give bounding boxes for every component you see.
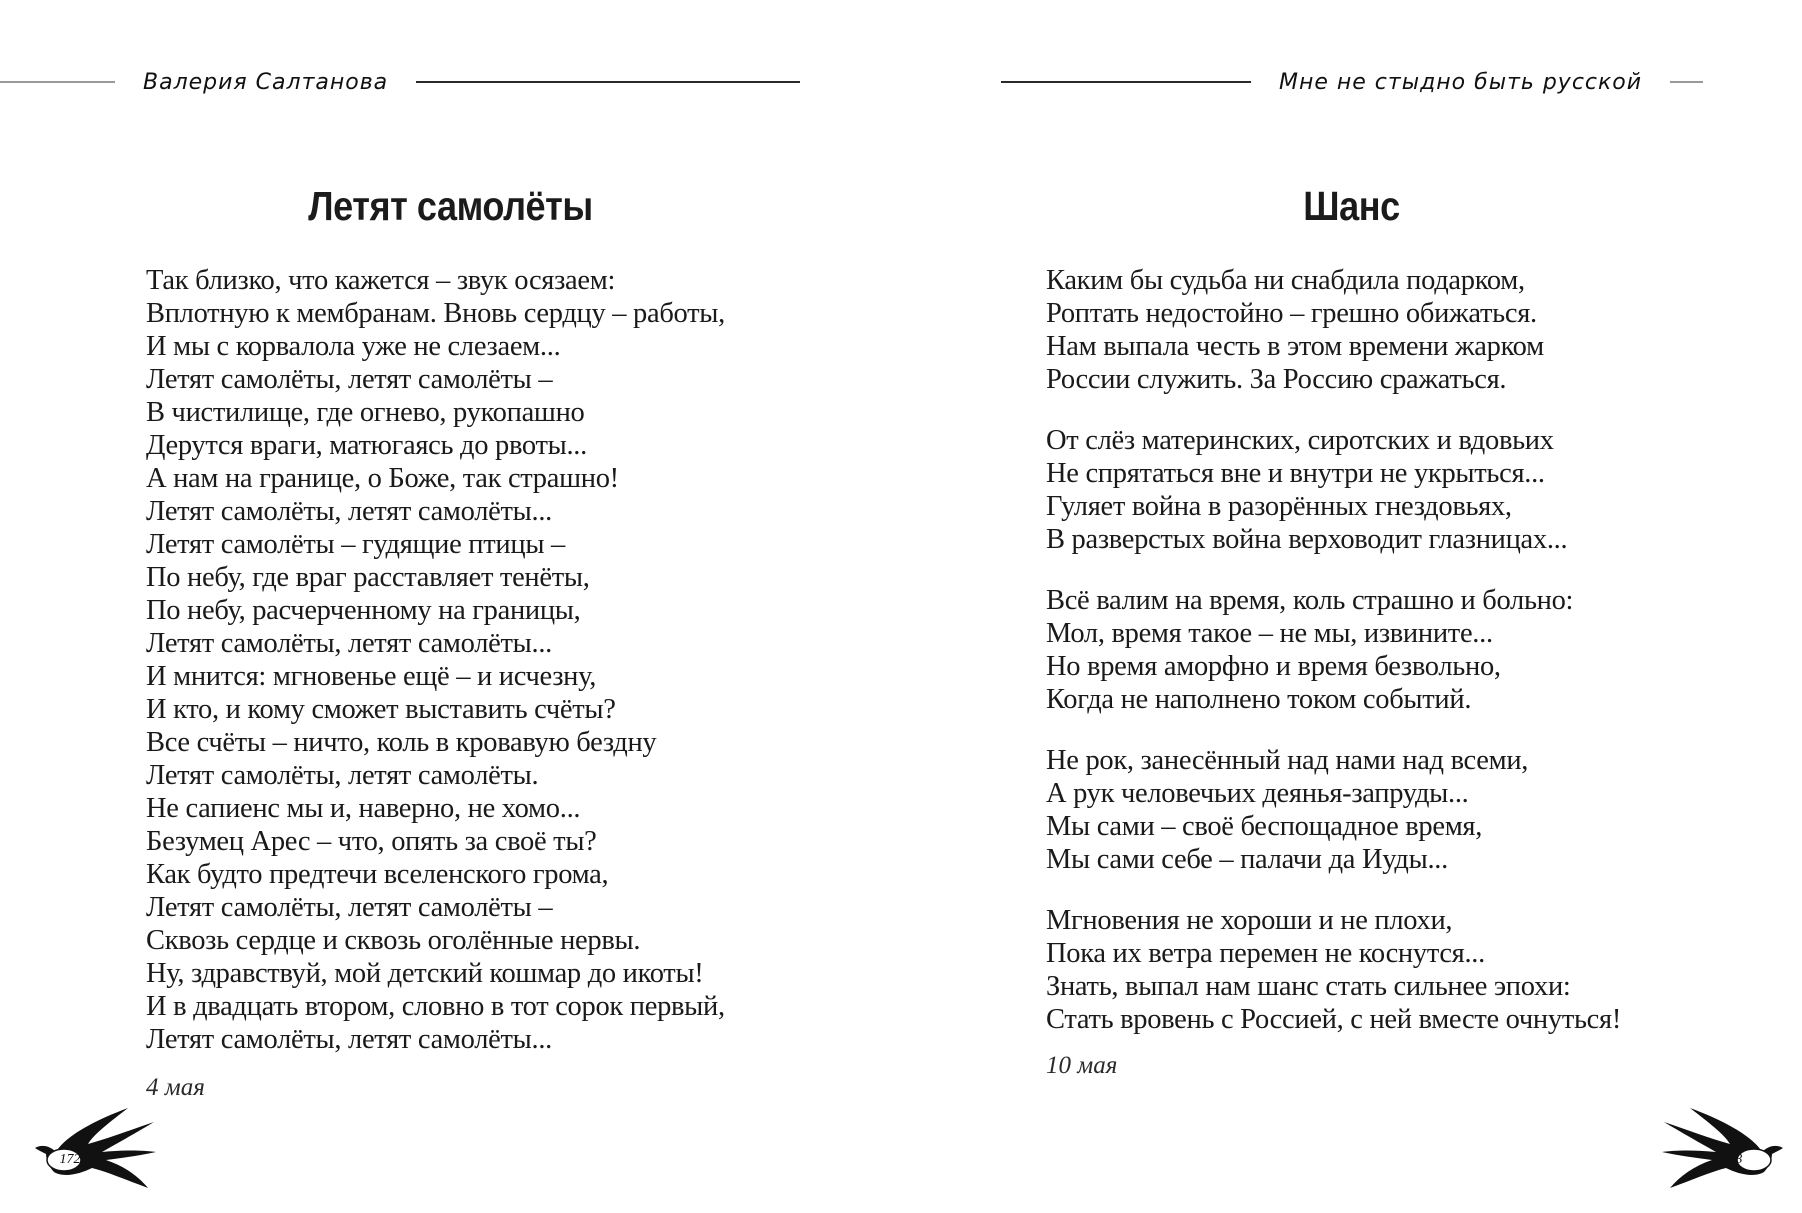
stanza xyxy=(146,264,725,1056)
poem-line: От слёз материнских, сиротских и вдовьих xyxy=(1046,425,1554,456)
poem-line: Летят самолёты, летят самолёты... xyxy=(146,1024,552,1055)
poem-line: И в двадцать втором, словно в тот сорок первый, xyxy=(146,991,725,1022)
running-head-left xyxy=(0,62,800,102)
stanza xyxy=(1046,264,1621,396)
poem-line: Безумец Арес – что, опять за своё ты? xyxy=(146,826,597,857)
poem-line: Мгновения не хороши и не плохи, xyxy=(1046,905,1453,936)
poem-line: Мы сами себе – палачи да Иуды... xyxy=(1046,844,1448,875)
poem-line: А нам на границе, о Боже, так страшно! xyxy=(146,463,619,494)
poem-line: Пока их ветра перемен не коснутся... xyxy=(1046,938,1485,969)
poem-line: России служить. За Россию сражаться. xyxy=(1046,364,1507,395)
stanza xyxy=(1046,584,1621,716)
header-rule-left-inner xyxy=(416,81,800,83)
poem-title: Шанс xyxy=(1303,183,1400,229)
poem-line: По небу, расчерченному на границы, xyxy=(146,595,581,626)
poem-line: И кто, и кому сможет выставить счёты? xyxy=(146,694,616,725)
right-page xyxy=(901,0,1802,1213)
poem-line: Дерутся враги, матюгаясь до рвоты... xyxy=(146,430,587,461)
poem-line: Роптать недостойно – грешно обижаться. xyxy=(1046,298,1537,329)
running-head-right xyxy=(1001,62,1703,102)
page-number: 173 xyxy=(1721,1152,1743,1167)
poem-line: Летят самолёты, летят самолёты – xyxy=(146,364,553,395)
poem-line: Гуляет война в разорённых гнездовьях, xyxy=(1046,491,1512,522)
poem-line: Стать вровень с Россией, с ней вместе очнуться! xyxy=(1046,1004,1622,1035)
poem-line: Летят самолёты, летят самолёты – xyxy=(146,892,553,923)
poem-line: Знать, выпал нам шанс стать сильнее эпохи: xyxy=(1046,971,1571,1002)
running-head-author: Валерия Салтанова xyxy=(143,69,389,95)
poem-line: Не спрятаться вне и внутри не укрыться... xyxy=(1046,458,1545,489)
poem-line: Мы сами – своё беспощадное время, xyxy=(1046,811,1483,842)
poem-line: А рук человечьих деянья-запруды... xyxy=(1046,778,1469,809)
poem-body xyxy=(1046,264,1621,1064)
running-head-book-title: Мне не стыдно быть русской xyxy=(1279,69,1643,95)
poem-line: Не рок, занесённый над нами над всеми, xyxy=(1046,745,1529,776)
poem-line: Всё валим на время, коль страшно и больно: xyxy=(1046,585,1574,616)
poem-line: Летят самолёты, летят самолёты. xyxy=(146,760,539,791)
page-number: 172 xyxy=(59,1152,81,1167)
poem-line: Мол, время такое – не мы, извините... xyxy=(1046,618,1493,649)
poem-line: Нам выпала честь в этом времени жарком xyxy=(1046,331,1544,362)
poem-line: Ну, здравствуй, мой детский кошмар до икоты! xyxy=(146,958,704,989)
poem-line: Не сапиенс мы и, наверно, не хомо... xyxy=(146,793,581,824)
poem-line: Когда не наполнено током событий. xyxy=(1046,684,1472,715)
poem-line: В разверстых война верховодит глазницах... xyxy=(1046,524,1568,555)
poem-line: По небу, где враг расставляет тенёты, xyxy=(146,562,590,593)
header-rule-left-outer xyxy=(0,81,115,83)
poem-line: Но время аморфно и время безвольно, xyxy=(1046,651,1501,682)
poem-line: Каким бы судьба ни снабдила подарком, xyxy=(1046,265,1525,296)
stanza xyxy=(1046,424,1621,556)
swallow-icon xyxy=(1658,1108,1788,1193)
poem-line: Вплотную к мембранам. Вновь сердцу – работы, xyxy=(146,298,725,329)
poem-title: Летят самолёты xyxy=(308,183,593,229)
header-rule-right-outer xyxy=(1670,81,1703,83)
stanza xyxy=(1046,904,1621,1036)
poem-line: И мы с корвалола уже не слезаем... xyxy=(146,331,561,362)
header-rule-right-inner xyxy=(1001,81,1251,83)
poem-line: Летят самолёты, летят самолёты... xyxy=(146,628,552,659)
stanza xyxy=(1046,744,1621,876)
poem-date: 10 мая xyxy=(1046,1052,1118,1079)
poem-line: Как будто предтечи вселенского грома, xyxy=(146,859,609,890)
poem-line: Сквозь сердце и сквозь оголённые нервы. xyxy=(146,925,641,956)
poem-line: В чистилище, где огнево, рукопашно xyxy=(146,397,585,428)
poem-line: Летят самолёты, летят самолёты... xyxy=(146,496,552,527)
poem-line: Все счёты – ничто, коль в кровавую бездну xyxy=(146,727,657,758)
poem-line: Летят самолёты – гудящие птицы – xyxy=(146,529,565,560)
poem-line: И мнится: мгновенье ещё – и исчезну, xyxy=(146,661,597,692)
poem-body xyxy=(146,264,725,1084)
poem-date: 4 мая xyxy=(146,1074,205,1101)
poem-line: Так близко, что кажется – звук осязаем: xyxy=(146,265,616,296)
swallow-icon xyxy=(30,1108,160,1193)
